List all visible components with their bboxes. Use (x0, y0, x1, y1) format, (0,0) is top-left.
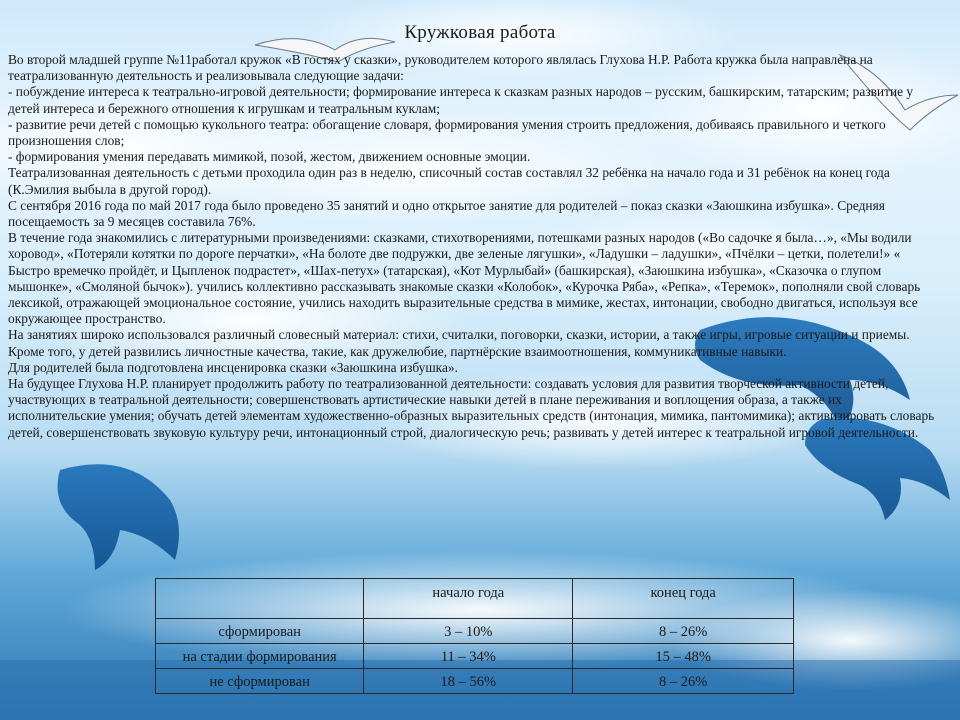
paragraph: - побуждение интереса к театрально-игровой деятельности; формирование интереса к сказкам разных народов – русским, башкирским, татарским; развитие у детей интереса и бережного отношения к игрушкам и театральным куклам; (8, 84, 914, 116)
paragraph: Во второй младшей группе №11работал кружок «В гостях у сказки», руководителем которого являлась Глухова Н.Р. Работа кружка была направлена на театрализованную деятельность и реализовывала следующие задачи: (8, 52, 873, 84)
paragraph: На занятиях широко использовался различный словесный материал: стихи, считалки, поговорки, сказки, истории, а также игры, игровые ситуации и приемы. Кроме того, у детей развились личностные качества, такие, как дружелюбие, партнёрские взаимоотношения, коммуникативные навыки. (8, 327, 910, 359)
results-table (155, 578, 794, 694)
paragraph: Для родителей была подготовлена инсценировка сказки «Заюшкина избушка». (8, 359, 458, 375)
table-header-cell (156, 579, 364, 619)
table-header-row (156, 579, 794, 619)
paragraph: С сентября 2016 года по май 2017 года было проведено 35 занятий и одно открытое занятие для родителей – показ сказки «Заюшкина избушка». Средняя посещаемость за 9 месяцев составила 76%. (8, 197, 885, 230)
table-cell: 8 – 26% (573, 669, 794, 694)
table-cell: 11 – 34% (364, 644, 573, 669)
table-row (156, 669, 794, 694)
table-cell: сформирован (156, 619, 364, 644)
table-cell: 8 – 26% (573, 619, 794, 644)
table-header-cell: начало года (364, 579, 573, 619)
table-cell: на стадии формирования (156, 644, 364, 669)
paragraph: На будущее Глухова Н.Р. планирует продолжить работу по театрализованной деятельности: создавать условия для развития творческой активности детей, участвующих в театральной деятельности; совершенствовать артистические навыки детей в плане переживания и воплощения образа, а также их исполнительские умения; обучать детей элементам художественно-образных выразительных средств (интонация, мимика, пантомимика); активизировать словарь детей, совершенствовать звуковую культуру речи, интонационный строй, диалогическую речь; развивать у детей интерес к театральной игровой деятельности. (8, 376, 935, 440)
table-row (156, 619, 794, 644)
report-text (8, 52, 943, 441)
table-cell: не сформирован (156, 669, 364, 694)
table-cell: 3 – 10% (364, 619, 573, 644)
table-cell: 15 – 48% (573, 644, 794, 669)
table-row (156, 644, 794, 669)
page-title: Кружковая работа (404, 22, 556, 43)
paragraph: В течение года знакомились с литературными произведениями: сказками, стихотворениями, потешками разных народов («Во садочке я была…», «Мы водили хоровод», «Потеряли котятки по дороге перчатки», «На болоте две подружки, две зеленые лягушки», «Ладушки – ладушки», «Пчёлки – цетки, полетели!» « Быстро времечко пройдёт, и Цыпленок подрастет», «Шах-петух» (татарская), «Кот Мурлыбай» (башкирская), «Заюшкина избушка», «Сказочка о глупом мышонке», «Смоляной бычок»). учились коллективно рассказывать знакомые сказки «Колобок», «Курочка Ряба», «Репка», «Теремок», пополняли свой словарь лексикой, отражающей эмоциональное состояние, учились находить выразительные средства в мимике, жестах, интонации, свободно двигаться, используя все окружающее пространство. (8, 230, 921, 327)
paragraph: Театрализованная деятельность с детьми проходила один раз в неделю, списочный состав составлял 32 ребёнка на начало года и 31 ребёнок на конец года (К.Эмилия выбыла в другой город). (8, 165, 890, 197)
table-header-cell: конец года (573, 579, 794, 619)
table-cell: 18 – 56% (364, 669, 573, 694)
paragraph: - формирования умения передавать мимикой, позой, жестом, движением основные эмоции. (8, 149, 531, 165)
paragraph: - развитие речи детей с помощью кукольного театра: обогащение словаря, формирования умения строить предложения, добиваясь правильного и четкого произношения слов; (8, 116, 886, 149)
